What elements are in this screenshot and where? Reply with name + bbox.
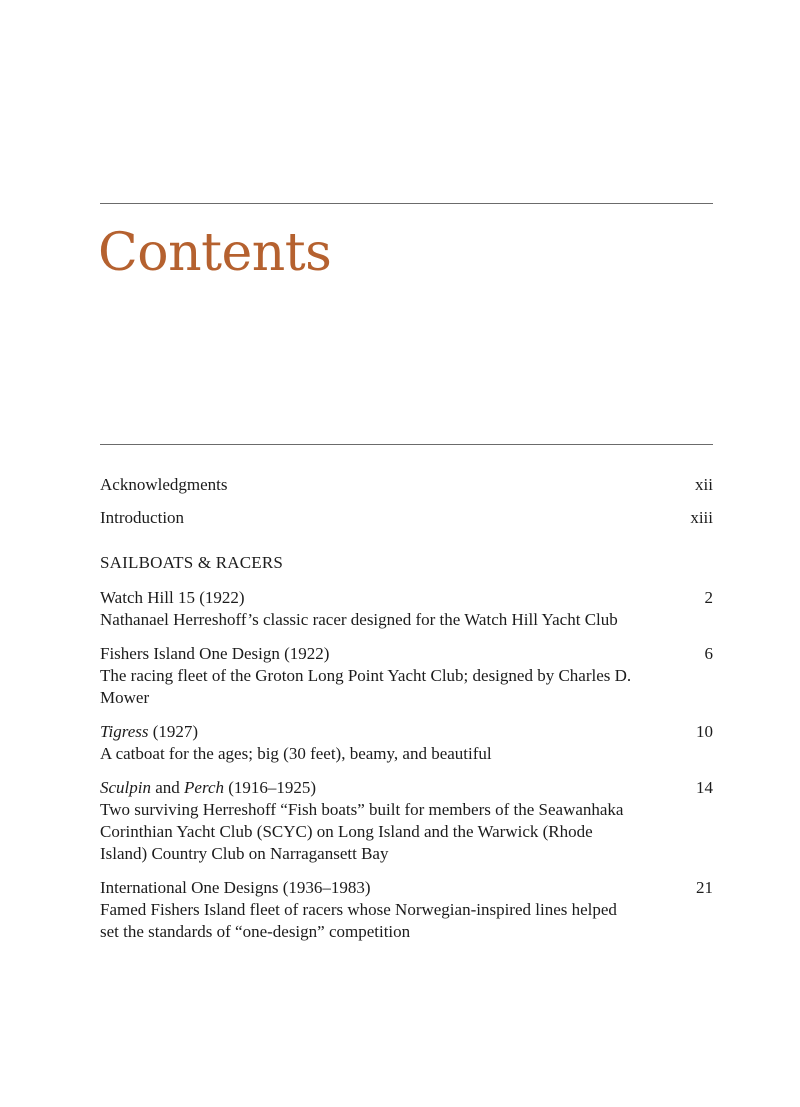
contents-page bbox=[100, 0, 713, 1107]
entry-description: Famed Fishers Island fleet of racers whose Norwegian-inspired lines helped set the standards of “one-design” competition bbox=[100, 900, 617, 941]
page-title: Contents bbox=[98, 223, 332, 283]
toc-label: Introduction bbox=[100, 508, 185, 527]
entry-description: Two surviving Herreshoff “Fish boats” built for members of the Seawanhaka Corinthian Yacht Club (SCYC) on Long Island and the Warwick (Rhode Island) Country Club on Narragansett Bay bbox=[100, 800, 624, 863]
table-of-contents bbox=[100, 474, 713, 955]
entry-title: Tigress (1927) bbox=[100, 722, 199, 741]
entry-description: The racing fleet of the Groton Long Point Yacht Club; designed by Charles D. Mower bbox=[100, 666, 632, 707]
entry-title: Sculpin and Perch (1916–1925) bbox=[100, 778, 317, 797]
top-rule bbox=[100, 203, 713, 204]
toc-page-number: 2 bbox=[704, 588, 713, 607]
toc-page-number: 6 bbox=[704, 644, 713, 663]
toc-entry-watch-hill[interactable] bbox=[100, 587, 713, 631]
toc-entry-fishers-island[interactable] bbox=[100, 643, 713, 709]
toc-row-introduction[interactable] bbox=[100, 507, 713, 540]
toc-page-number: xii bbox=[695, 475, 713, 494]
toc-page-number: xiii bbox=[690, 508, 713, 527]
entry-description: Nathanael Herreshoff’s classic racer designed for the Watch Hill Yacht Club bbox=[100, 610, 618, 629]
toc-page-number: 21 bbox=[696, 878, 713, 897]
section-heading: SAILBOATS & RACERS bbox=[100, 553, 284, 572]
toc-entry-tigress[interactable] bbox=[100, 721, 713, 765]
toc-entry-international-one[interactable] bbox=[100, 877, 713, 943]
toc-page-number: 14 bbox=[696, 778, 713, 797]
entry-description: A catboat for the ages; big (30 feet), beamy, and beautiful bbox=[100, 744, 492, 763]
toc-entry-sculpin-perch[interactable] bbox=[100, 777, 713, 865]
toc-row-acknowledgments[interactable] bbox=[100, 474, 713, 507]
toc-label: Acknowledgments bbox=[100, 475, 228, 494]
toc-page-number: 10 bbox=[696, 722, 713, 741]
bottom-rule bbox=[100, 444, 713, 445]
entry-title: Watch Hill 15 (1922) bbox=[100, 588, 245, 607]
entry-title: Fishers Island One Design (1922) bbox=[100, 644, 330, 663]
entry-title: International One Designs (1936–1983) bbox=[100, 878, 371, 897]
